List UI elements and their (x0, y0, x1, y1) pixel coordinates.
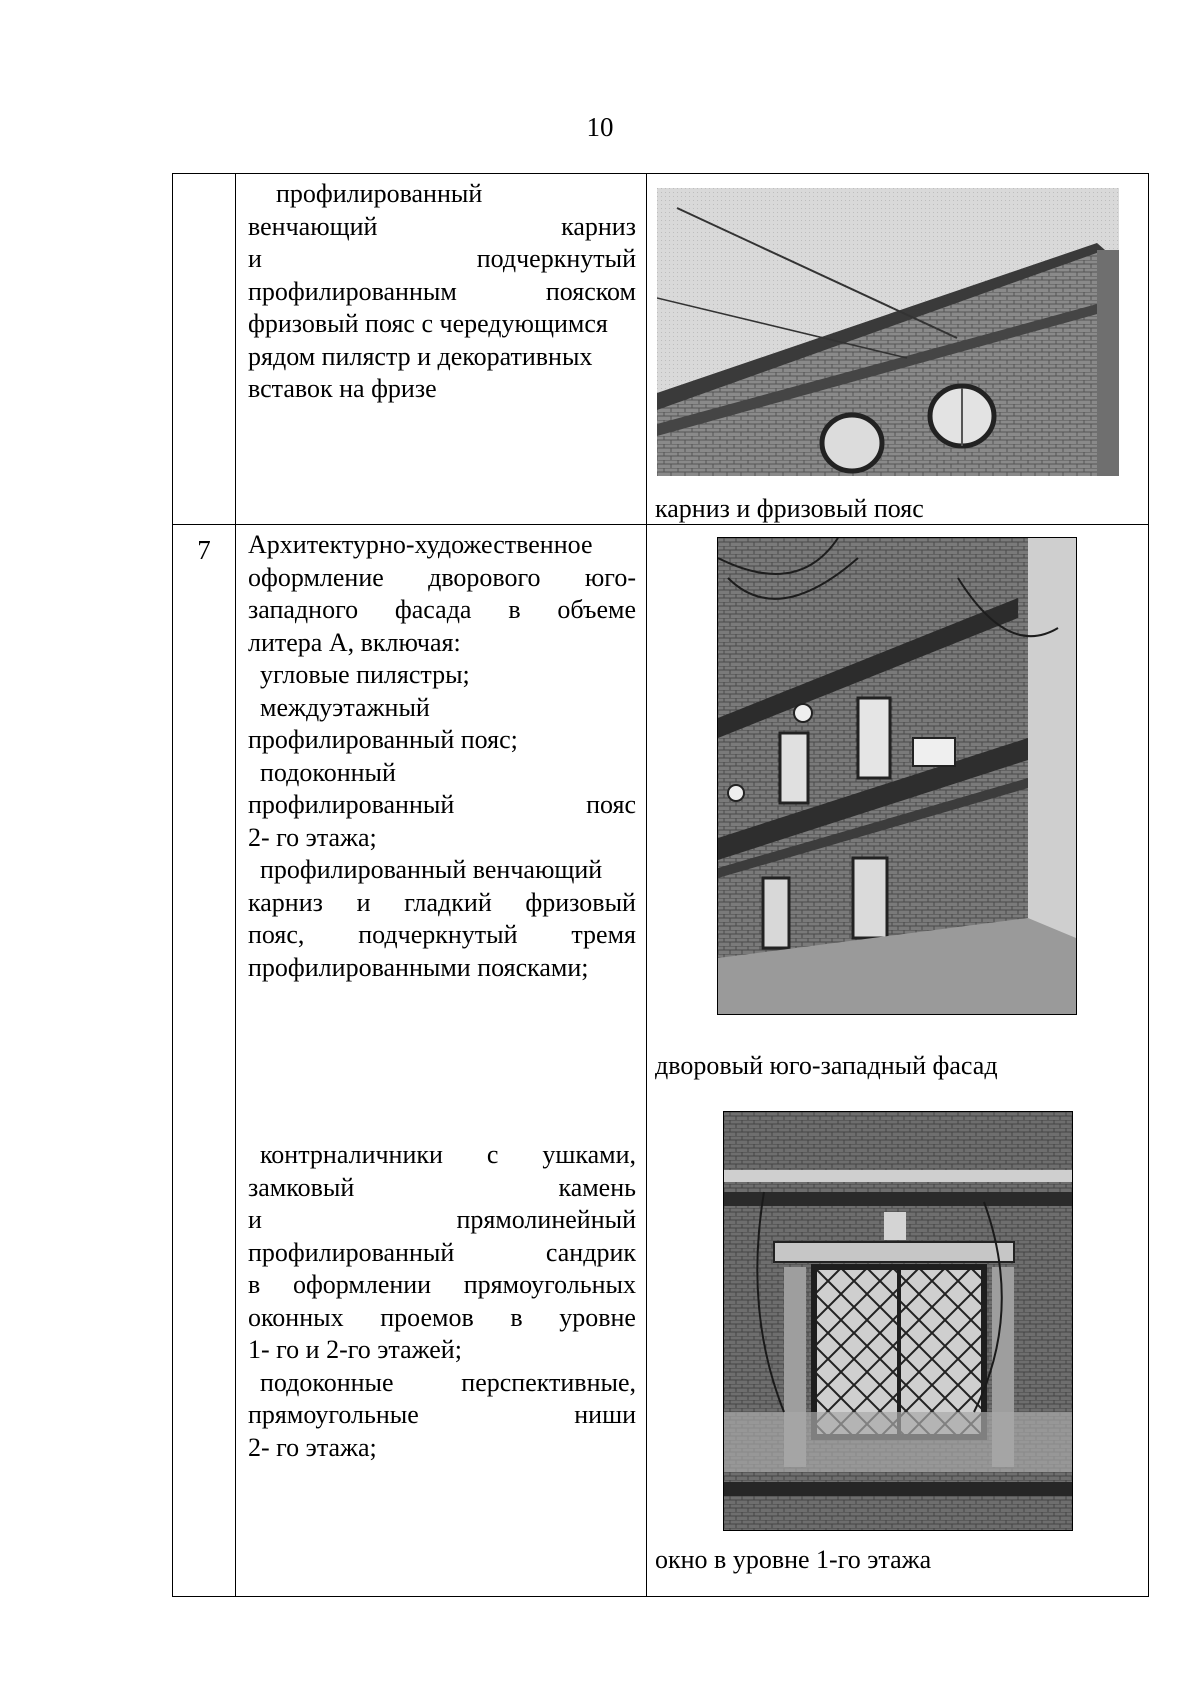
text-line: в оформлении прямоугольных (248, 1270, 636, 1299)
text-line: 1- го и 2-го этажей; (248, 1335, 462, 1364)
window-photo (723, 1111, 1073, 1531)
description-cell (236, 174, 647, 525)
text-line: замковый камень (248, 1172, 636, 1202)
courtyard-facade-photo (717, 537, 1077, 1015)
text-line: и подчеркнутый (248, 244, 636, 273)
table-row (173, 174, 1149, 525)
photo-caption: дворовый юго-западный фасад (655, 1051, 998, 1080)
text-line: профилированными поясками; (248, 952, 589, 982)
text-line: профилированный пояс (248, 790, 636, 819)
text-line: 2- го этажа; (248, 1432, 377, 1462)
cornice-photo-image (657, 188, 1119, 476)
text-line: литера А, включая: (248, 627, 461, 657)
monument-elements-table (172, 173, 1149, 1597)
text-line: пояс, подчеркнутый тремя (248, 920, 636, 949)
text-line: и прямолинейный (248, 1205, 636, 1234)
text-line: 2- го этажа; (248, 822, 377, 852)
courtyard-facade-image (718, 538, 1076, 1014)
image-cell (647, 525, 1149, 1597)
text-line: венчающий карниз (248, 211, 636, 241)
image-cell (647, 174, 1149, 525)
text-line: профилированный венчающий (260, 855, 603, 884)
text-line: оконных проемов в уровне (248, 1302, 636, 1332)
row-number-cell: 7 (173, 525, 236, 1597)
page-number: 10 (586, 112, 614, 142)
text-line: профилированным пояском (248, 276, 636, 306)
description-cell (236, 525, 647, 1597)
photo-caption: карниз и фризовый пояс (655, 494, 924, 523)
row-number-cell (173, 174, 236, 525)
photo-caption: окно в уровне 1-го этажа (655, 1545, 932, 1574)
cornice-photo (657, 188, 1119, 476)
text-line: контрналичники с ушками, (260, 1140, 636, 1169)
text-line: прямоугольные ниши (248, 1400, 636, 1429)
text-line: междуэтажный (260, 692, 430, 722)
text-line: западного фасада в объеме (248, 595, 636, 624)
text-line: вставок на фризе (248, 374, 437, 403)
text-line: профилированный (276, 179, 483, 208)
text-line: Архитектурно-художественное (248, 530, 593, 559)
text-line: карниз и гладкий фризовый (248, 887, 636, 917)
text-line: оформление дворового юго- (248, 562, 636, 592)
text-line: фризовый пояс с чередующимся (248, 309, 608, 338)
text-line: угловые пилястры; (260, 660, 470, 689)
table-row (173, 525, 1149, 1597)
text-line: рядом пилястр и декоративных (248, 341, 593, 371)
text-line: подоконные перспективные, (260, 1367, 636, 1397)
text-line: профилированный пояс; (248, 725, 518, 754)
text-line: профилированный сандрик (248, 1237, 636, 1267)
text-line: подоконный (260, 757, 396, 787)
window-image (724, 1112, 1072, 1530)
